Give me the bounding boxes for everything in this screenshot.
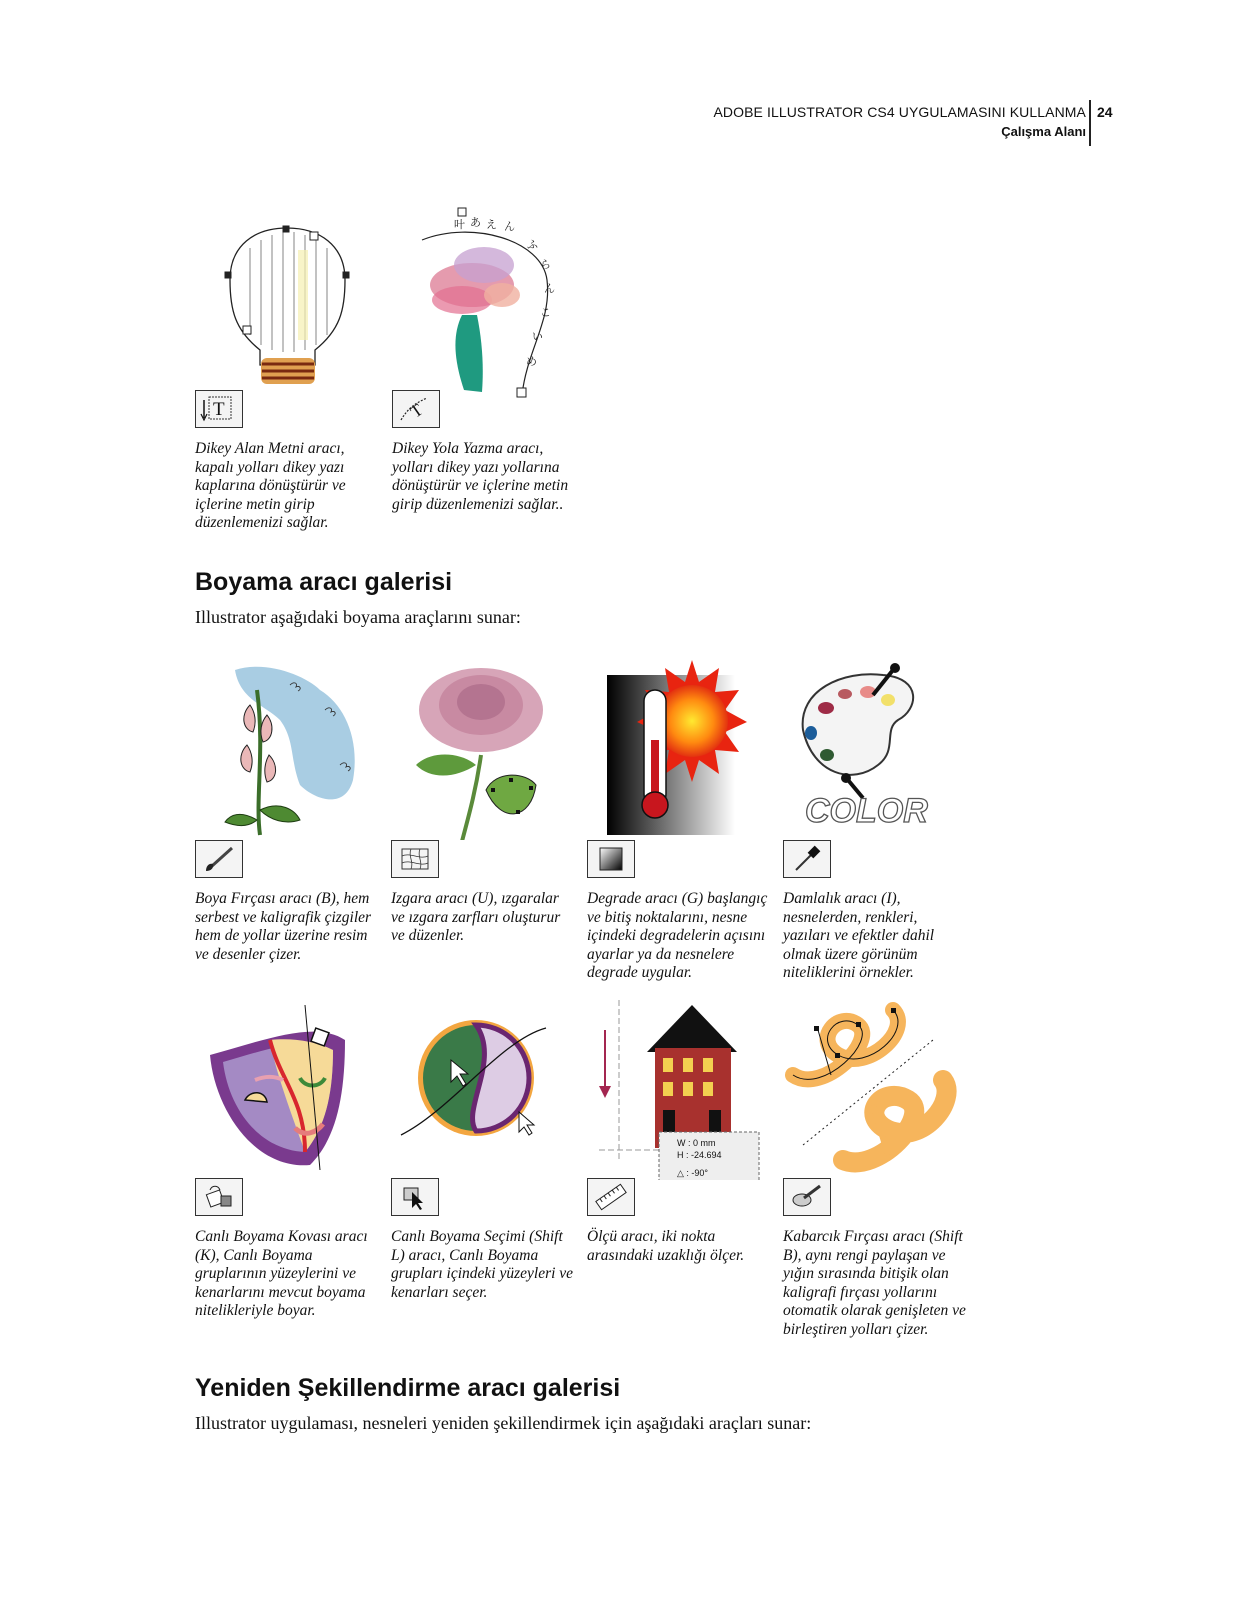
tool-caption: Canlı Boyama Seçimi (Shift L) aracı, Canlı Boyama grupları içindeki yüzeyleri ve kenarları seçer.	[391, 1228, 574, 1301]
running-header	[713, 104, 1086, 139]
svg-text:T: T	[213, 399, 225, 420]
tool-caption: Izgara aracı (U), ızgaralar ve ızgara zarfları oluşturur ve düzenler.	[391, 890, 561, 944]
measure-icon[interactable]	[587, 1178, 635, 1216]
tool-caption: Canlı Boyama Kovası aracı (K), Canlı Boyama gruplarının yüzeylerini ve kenarlarını mevcut boyama nitelikleriyle boyar.	[195, 1228, 368, 1319]
palette-color-illustration	[783, 660, 968, 840]
mesh-icon[interactable]	[391, 840, 439, 878]
dollar-sign-illustration	[783, 1000, 968, 1175]
live-paint-circle-illustration	[391, 1000, 576, 1175]
svg-text:ふ: ふ	[527, 239, 538, 251]
svg-text:叶: 叶	[454, 219, 465, 231]
section-title-painting: Boyama aracı galerisi	[195, 568, 453, 596]
svg-text:い: い	[532, 331, 543, 343]
svg-text:ん: ん	[544, 283, 555, 295]
vertical-area-type-icon[interactable]	[195, 390, 243, 428]
tool-caption: Damlalık aracı (I), nesnelerden, renkleri, yazıları ve efektler dahil olmak üzere görünüm niteliklerini örnekler.	[783, 890, 935, 981]
svg-text:え: え	[486, 219, 497, 231]
tool-caption: Dikey Alan Metni aracı, kapalı yolları dikey yazı kaplarına dönüştürür ve içlerine metin girip düzenlemenizi sağlar.	[195, 440, 346, 531]
section-lead-painting: Illustrator aşağıdaki boyama araçlarını sunar:	[195, 607, 521, 627]
paintbrush-icon[interactable]	[195, 840, 243, 878]
flower-path-illustration	[392, 200, 577, 400]
tool-caption: Ölçü aracı, iki nokta arasındaki uzaklığı ölçer.	[587, 1228, 745, 1264]
header-divider	[1089, 100, 1091, 146]
gradient-icon[interactable]	[587, 840, 635, 878]
live-paint-bucket-icon[interactable]	[195, 1178, 243, 1216]
svg-text:あ: あ	[470, 217, 481, 229]
svg-text:ん: ん	[504, 221, 515, 233]
svg-text:め: め	[526, 356, 537, 368]
vertical-type-on-path-icon[interactable]	[392, 390, 440, 428]
svg-text:ら: ら	[540, 259, 551, 271]
document-title: ADOBE ILLUSTRATOR CS4 UYGULAMASINI KULLANMA	[713, 104, 1086, 120]
tool-caption: Dikey Yola Yazma aracı, yolları dikey yazı yollarına dönüştürür ve içlerine metin girip düzenlemenizi sağlar..	[392, 440, 569, 513]
color-word: COLOR	[805, 792, 928, 830]
mask-illustration	[195, 1000, 380, 1175]
measure-height-readout: H : -24.694	[677, 1150, 722, 1160]
thermometer-sun-illustration	[587, 660, 772, 840]
section-lead-reshape: Illustrator uygulaması, nesneleri yeniden şekillendirmek için aşağıdaki araçları sunar:	[195, 1413, 812, 1433]
house-measure-illustration	[587, 1000, 772, 1180]
measure-width-readout: W : 0 mm	[677, 1138, 716, 1148]
foxglove-illustration	[195, 660, 380, 840]
svg-text:こ: こ	[540, 307, 551, 319]
rose-illustration	[391, 660, 576, 840]
chapter-title: Çalışma Alanı	[1001, 124, 1086, 139]
page-number: 24	[1097, 104, 1113, 120]
tool-caption: Kabarcık Fırçası aracı (Shift B), aynı rengi paylaşan ve yığın sırasında bitişik olan kaligrafi fırçası yollarını otomatik olarak genişleten ve birleştiren yolları çizer.	[783, 1228, 966, 1338]
lightbulb-illustration	[195, 200, 380, 390]
tool-caption: Boya Fırçası aracı (B), hem serbest ve kaligrafik çizgiler hem de yollar üzerine resim ve desenler çizer.	[195, 890, 372, 963]
svg-text:T: T	[406, 400, 427, 422]
blob-brush-icon[interactable]	[783, 1178, 831, 1216]
live-paint-selection-icon[interactable]	[391, 1178, 439, 1216]
section-title-reshape: Yeniden Şekillendirme aracı galerisi	[195, 1374, 621, 1402]
eyedropper-icon[interactable]	[783, 840, 831, 878]
tool-caption: Degrade aracı (G) başlangıç ve bitiş noktalarını, nesne içindeki degradelerin açısını ayarlar ya da nesnelere degrade uygular.	[587, 890, 768, 981]
measure-angle-readout: △ : -90°	[677, 1168, 709, 1178]
